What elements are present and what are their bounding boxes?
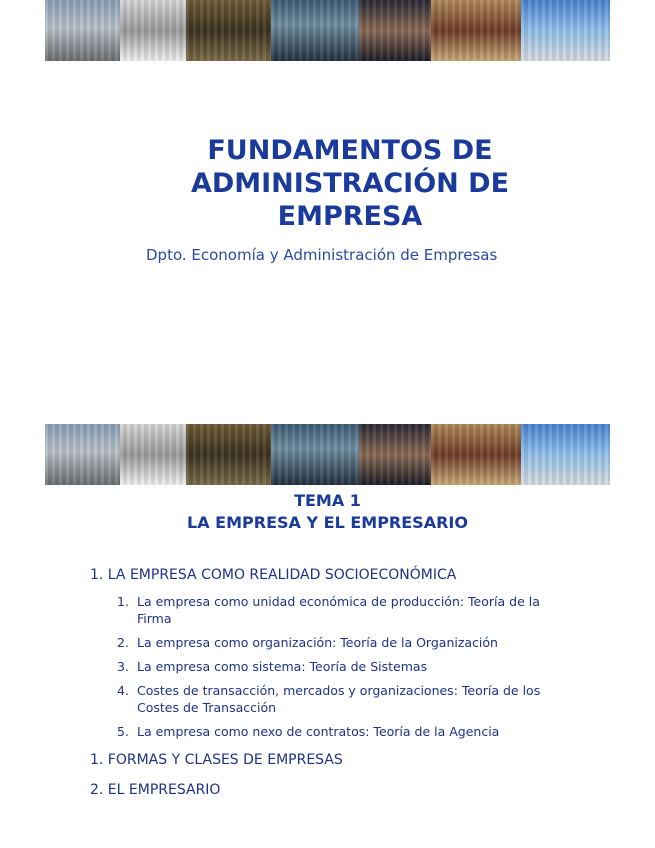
topic-number: TEMA 1 bbox=[294, 491, 361, 510]
outline-item: 1. FORMAS Y CLASES DE EMPRESAS bbox=[90, 752, 343, 768]
banner-photo-meeting bbox=[431, 424, 521, 485]
sub-item-text: La empresa como nexo de contratos: Teoría de la Agencia bbox=[137, 724, 500, 739]
outline-item: 1. LA EMPRESA COMO REALIDAD SOCIOECONÓMICA bbox=[90, 567, 457, 583]
title-line: EMPRESA bbox=[277, 201, 423, 232]
sub-outline-item bbox=[117, 593, 577, 627]
banner-photo-engineers bbox=[359, 424, 431, 485]
slide-title bbox=[150, 134, 550, 233]
banner-photo-tower bbox=[521, 424, 610, 485]
sub-item-text: La empresa como organización: Teoría de la Organización bbox=[137, 635, 498, 650]
sub-item-number: 2. bbox=[117, 635, 129, 650]
banner-photo-building bbox=[45, 424, 120, 485]
sub-outline-item bbox=[117, 658, 577, 675]
photo-banner bbox=[45, 0, 610, 61]
banner-photo-tower bbox=[521, 0, 610, 61]
banner-photo-engineers bbox=[359, 0, 431, 61]
banner-photo-meeting bbox=[431, 0, 521, 61]
topic-heading bbox=[45, 490, 610, 534]
banner-photo-group bbox=[186, 0, 271, 61]
sub-item-number: 4. bbox=[117, 683, 129, 698]
sub-item-number: 1. bbox=[117, 594, 129, 609]
sub-outline-list bbox=[117, 593, 577, 747]
sub-outline-item bbox=[117, 723, 577, 740]
banner-photo-group bbox=[186, 424, 271, 485]
sub-item-text: Costes de transacción, mercados y organizaciones: Teoría de los Costes de Transacción bbox=[137, 683, 541, 715]
photo-banner bbox=[45, 424, 610, 485]
banner-photo-building bbox=[45, 0, 120, 61]
sub-item-text: La empresa como sistema: Teoría de Sistemas bbox=[137, 659, 428, 674]
sub-item-number: 5. bbox=[117, 724, 129, 739]
sub-item-text: La empresa como unidad económica de producción: Teoría de la Firma bbox=[137, 594, 540, 626]
slide-subtitle: Dpto. Economía y Administración de Empresas bbox=[146, 246, 498, 264]
outline-item: 2. EL EMPRESARIO bbox=[90, 782, 221, 798]
title-line: FUNDAMENTOS DE bbox=[207, 135, 493, 166]
sub-outline-item bbox=[117, 682, 577, 716]
banner-photo-worker bbox=[120, 0, 186, 61]
title-line: ADMINISTRACIÓN DE bbox=[190, 168, 510, 199]
sub-outline-item bbox=[117, 634, 577, 651]
topic-title: LA EMPRESA Y EL EMPRESARIO bbox=[187, 513, 468, 532]
sub-item-number: 3. bbox=[117, 659, 129, 674]
banner-photo-worker bbox=[120, 424, 186, 485]
banner-photo-storefront bbox=[271, 0, 359, 61]
banner-photo-storefront bbox=[271, 424, 359, 485]
